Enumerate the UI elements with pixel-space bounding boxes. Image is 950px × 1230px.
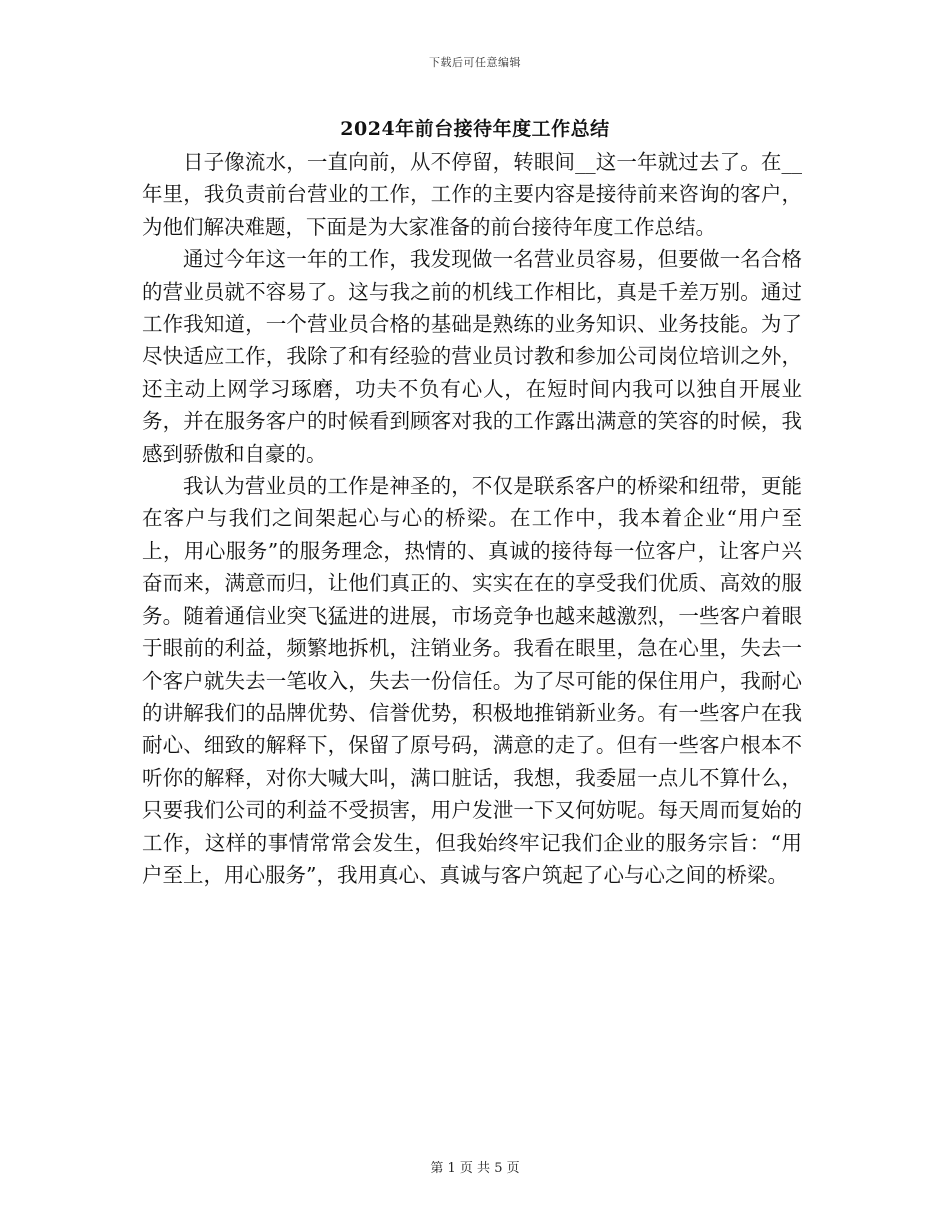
document-title: 2024年前台接待年度工作总结 <box>340 118 610 140</box>
paragraph: 日子像流水，一直向前，从不停留，转眼间__这一年就过去了。在__年里，我负责前台营业的工作，工作的主要内容是接待前来咨询的客户，为他们解决难题，下面是为大家准备的前台接待年度工作总结。 <box>142 150 802 239</box>
header-note: 下载后可任意编辑 <box>429 56 521 69</box>
document-body <box>142 146 802 891</box>
page-number-footer: 第 1 页 共 5 页 <box>430 1161 520 1176</box>
paragraph: 通过今年这一年的工作，我发现做一名营业员容易，但要做一名合格的营业员就不容易了。这与我之前的机线工作相比，真是千差万别。通过工作我知道，一个营业员合格的基础是熟练的业务知识、业务技能。为了尽快适应工作，我除了和有经验的营业员讨教和参加公司岗位培训之外，还主动上网学习琢磨，功夫不负有心人，在短时间内我可以独自开展业务，并在服务客户的时候看到顾客对我的工作露出满意的笑容的时候，我感到骄傲和自豪的。 <box>142 247 802 466</box>
paragraph: 我认为营业员的工作是神圣的，不仅是联系客户的桥梁和纽带，更能在客户与我们之间架起心与心的桥梁。在工作中，我本着企业“用户至上，用心服务”的服务理念，热情的、真诚的接待每一位客户，让客户兴奋而来，满意而归，让他们真正的、实实在在的享受我们优质、高效的服务。随着通信业突飞猛进的进展，市场竞争也越来越激烈，一些客户着眼于眼前的利益，频繁地拆机，注销业务。我看在眼里，急在心里，失去一个客户就失去一笔收入，失去一份信任。为了尽可能的保住用户，我耐心的讲解我们的品牌优势、信誉优势，积极地推销新业务。有一些客户在我耐心、细致的解释下，保留了原号码，满意的走了。但有一些客户根本不听你的解释，对你大喊大叫，满口脏话，我想，我委屈一点儿不算什么，只要我们公司的利益不受损害，用户发泄一下又何妨呢。每天周而复始的工作，这样的事情常常会发生，但我始终牢记我们企业的服务宗旨：“用户至上，用心服务”，我用真心、真诚与客户筑起了心与心之间的桥梁。 <box>142 474 802 887</box>
